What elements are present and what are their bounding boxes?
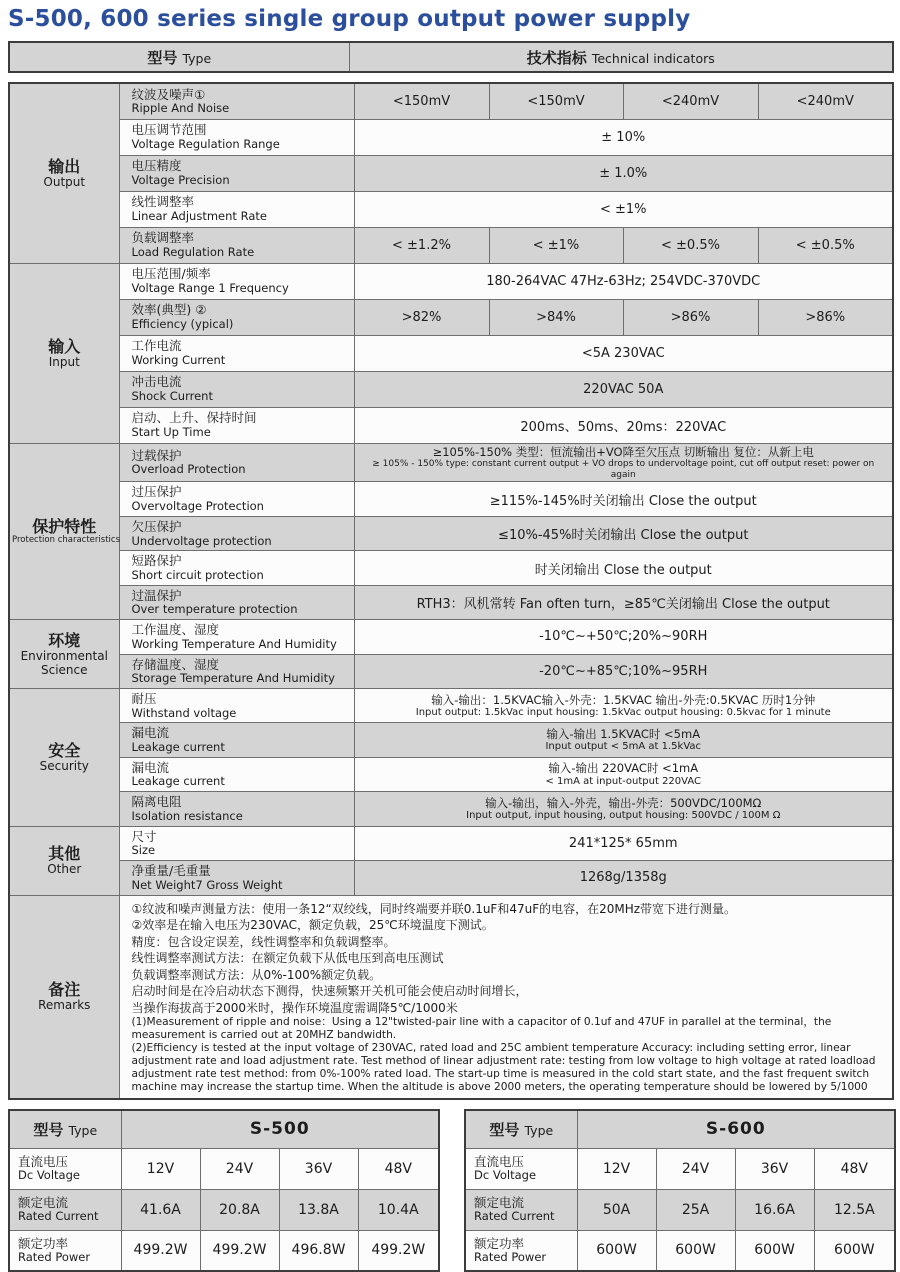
- label-en: Short circuit protection: [131, 567, 264, 582]
- remarks-line: 当操作海拔高于2000米时，操作环境温度需调降5℃/1000米: [131, 1000, 458, 1015]
- label-zh: 直流电压: [474, 1153, 525, 1169]
- spec-value: 180-264VAC 47Hz-63Hz; 254VDC-370VDC: [354, 263, 893, 299]
- category-input-zh: 输入: [48, 336, 81, 356]
- spec-label-overtemp: [119, 585, 354, 619]
- value-line-zh: ≥105%-150% 类型：恒流输出+VO降至欠压点 切断输出 复位：从新上电: [432, 444, 814, 459]
- category-cell-security: [9, 689, 119, 827]
- spec-label-worktemp: [119, 620, 354, 654]
- spec-row-remarks: [9, 895, 893, 1099]
- spec-value: 220VAC 50A: [354, 371, 893, 407]
- spec-value: <240mV: [758, 83, 893, 119]
- category-security-zh: 安全: [48, 740, 81, 760]
- label-zh: 漏电流: [131, 759, 170, 775]
- spec-row-weight: [9, 861, 893, 895]
- spec-value: <150mV: [354, 83, 489, 119]
- label-zh: 额定电流: [18, 1194, 69, 1210]
- model-tables: [8, 1109, 892, 1272]
- spec-value: ≤10%-45%时关闭输出 Close the output: [354, 516, 893, 550]
- model-value: 600W: [814, 1230, 895, 1271]
- spec-label-loadreg: [119, 227, 354, 263]
- spec-value: ± 10%: [354, 119, 893, 155]
- label-zh: 过载保护: [131, 447, 182, 463]
- model-value: 496.8W: [279, 1230, 358, 1271]
- label-en: Undervoltage protection: [131, 533, 272, 548]
- label-en: Working Temperature And Humidity: [131, 636, 337, 651]
- spec-label-isolation: [119, 792, 354, 826]
- label-zh: 过压保护: [131, 484, 182, 500]
- label-en: Shock Current: [131, 388, 213, 403]
- model-value: 48V: [814, 1148, 895, 1189]
- header-type-en: Type: [182, 50, 212, 66]
- header-tech-en: Technical indicators: [591, 50, 715, 66]
- header-table: [8, 41, 894, 73]
- header-tech-zh: 技术指标: [526, 48, 587, 67]
- spec-row-overtemp: [9, 585, 893, 619]
- spec-label-overload: [119, 443, 354, 482]
- category-other-zh: 其他: [48, 844, 81, 864]
- category-cell-input: [9, 263, 119, 443]
- spec-row-overvolt: [9, 482, 893, 516]
- category-protection-en: Protection characteristics: [12, 535, 120, 546]
- label-en: Voltage Regulation Range: [131, 136, 280, 151]
- spec-row-workcur: [9, 335, 893, 371]
- spec-row-eff: [9, 299, 893, 335]
- spec-value: [354, 757, 893, 791]
- value-line-zh: 输入-输出 220VAC时 <1mA: [548, 761, 699, 776]
- model-value: 12V: [121, 1148, 200, 1189]
- spec-value: >86%: [758, 299, 893, 335]
- model-name: S-500: [121, 1110, 439, 1148]
- label-en: Dc Voltage: [18, 1168, 80, 1183]
- spec-label-size: [119, 826, 354, 860]
- spec-value: >84%: [489, 299, 623, 335]
- label-zh: 电压精度: [131, 158, 182, 174]
- label-zh: 额定电流: [474, 1194, 525, 1210]
- spec-value: < ±1.2%: [354, 227, 489, 263]
- spec-row-leak2: [9, 757, 893, 791]
- label-en: Ripple And Noise: [131, 101, 230, 116]
- remarks-content: [119, 895, 893, 1099]
- label-zh: 净重量/毛重量: [131, 863, 211, 879]
- spec-row-worktemp: [9, 620, 893, 654]
- label-zh: 耐压: [131, 691, 157, 706]
- category-security-en: Security: [39, 759, 89, 774]
- spec-value: ± 1.0%: [354, 155, 893, 191]
- model-name: S-600: [577, 1110, 895, 1148]
- model-value: 24V: [200, 1148, 279, 1189]
- remarks-line: ①纹波和噪声测量方法：使用一条12“双绞线，同时终端要并联0.1uF和47uF的电容，在20MHz带宽下进行测量。: [131, 901, 737, 916]
- spec-value: <150mV: [489, 83, 623, 119]
- label-en: Voltage Precision: [131, 172, 230, 187]
- spec-label-vreg: [119, 119, 354, 155]
- spec-value: [354, 792, 893, 826]
- model-label-current: [9, 1189, 121, 1230]
- spec-value: < ±1%: [354, 191, 893, 227]
- category-output-zh: 输出: [48, 156, 81, 176]
- model-type-zh: 型号: [489, 1120, 520, 1139]
- spec-label-shock: [119, 371, 354, 407]
- category-cell-other: [9, 826, 119, 895]
- label-zh: 欠压保护: [131, 518, 182, 534]
- label-en: Start Up Time: [131, 424, 211, 439]
- header-row: [9, 42, 893, 72]
- spec-row-size: [9, 826, 893, 860]
- spec-value: RTH3：风机常转 Fan often turn，≥85℃关闭输出 Close the output: [354, 585, 893, 619]
- model-value: 499.2W: [121, 1230, 200, 1271]
- label-en: Size: [131, 843, 156, 858]
- model-value: 13.8A: [279, 1189, 358, 1230]
- value-line-en: < 1mA at input-output 220VAC: [545, 775, 702, 787]
- spec-value: < ±0.5%: [758, 227, 893, 263]
- category-output-en: Output: [43, 174, 86, 189]
- spec-label-leak2: [119, 757, 354, 791]
- spec-row-shortcircuit: [9, 551, 893, 585]
- model-label-power: [9, 1230, 121, 1271]
- spec-label-workcur: [119, 335, 354, 371]
- label-zh: 纹波及噪声①: [131, 86, 206, 102]
- spec-value: <240mV: [623, 83, 758, 119]
- label-en: Net Weight7 Gross Weight: [131, 877, 283, 892]
- label-en: Efficiency (ypical): [131, 316, 234, 331]
- spec-label-withstand: [119, 689, 354, 723]
- spec-value: ≥115%-145%时关闭输出 Close the output: [354, 482, 893, 516]
- model-value: 36V: [735, 1148, 814, 1189]
- label-en: Withstand voltage: [131, 705, 237, 720]
- model-value: 12V: [577, 1148, 656, 1189]
- model-value: 16.6A: [735, 1189, 814, 1230]
- model-value: 24V: [656, 1148, 735, 1189]
- model-value: 600W: [656, 1230, 735, 1271]
- spec-row-overload: [9, 443, 893, 482]
- value-line-en: ≥ 105% - 150% type: constant current output + VO drops to undervoltage point, cut off output reset: power on again: [372, 458, 875, 480]
- spec-label-vprec: [119, 155, 354, 191]
- label-zh: 线性调整率: [131, 194, 195, 210]
- model-value: 20.8A: [200, 1189, 279, 1230]
- spec-label-linadj: [119, 191, 354, 227]
- spec-value: [354, 723, 893, 757]
- category-environment-zh: 环境: [48, 630, 81, 650]
- spec-row-withstand: [9, 689, 893, 723]
- label-en: Linear Adjustment Rate: [131, 208, 267, 223]
- spec-label-overvolt: [119, 482, 354, 516]
- value-line-en: Input output: 1.5kVac input housing: 1.5kVac output housing: 0.5kvac for 1 minute: [415, 706, 831, 718]
- model-type-cell: [465, 1110, 577, 1148]
- model-table-s600: [464, 1109, 896, 1272]
- category-cell-output: [9, 83, 119, 263]
- remarks-line: ②效率是在输入电压为230VAC，额定负载，25℃环境温度下测试。: [131, 918, 494, 933]
- spec-label-undervolt: [119, 516, 354, 550]
- spec-row-linadj: [9, 191, 893, 227]
- spec-row-vreg: [9, 119, 893, 155]
- model-value: 499.2W: [200, 1230, 279, 1271]
- model-value: 12.5A: [814, 1189, 895, 1230]
- model-header-row: [465, 1110, 895, 1148]
- label-en: Over temperature protection: [131, 602, 298, 617]
- model-type-en: Type: [524, 1122, 554, 1138]
- remarks-line: 启动时间是在冷启动状态下测得，快速频繁开关机可能会使启动时间增长，: [131, 984, 528, 999]
- spec-value: 时关闭输出 Close the output: [354, 551, 893, 585]
- spec-label-weight: [119, 861, 354, 895]
- label-en: Leakage current: [131, 774, 225, 789]
- spec-row-vrange: [9, 263, 893, 299]
- category-other-en: Other: [47, 862, 82, 877]
- spec-value: 200ms、50ms、20ms：220VAC: [354, 407, 893, 443]
- spec-label-eff: [119, 299, 354, 335]
- spec-value: -10℃~+50℃;20%~90RH: [354, 620, 893, 654]
- model-value: 48V: [358, 1148, 439, 1189]
- label-zh: 过温保护: [131, 587, 182, 603]
- model-label-current: [465, 1189, 577, 1230]
- header-tech-cell: [349, 42, 893, 72]
- spec-label-storetemp: [119, 654, 354, 688]
- spec-row-undervolt: [9, 516, 893, 550]
- remarks-line: 线性调整率测试方法：在额定负载下从低电压到高电压测试: [131, 951, 444, 966]
- remarks-line-en: (1)Measurement of ripple and noise：Using a 12"twisted-pair line with a capacitor of 0.1uf and 47UF in parallel at the terminal，the measurement is carried out at 20MHZ bandwidth.: [131, 1016, 832, 1042]
- category-cell-protection: [9, 443, 119, 620]
- label-zh: 额定功率: [18, 1235, 69, 1251]
- model-value: 600W: [577, 1230, 656, 1271]
- category-cell-environment: [9, 620, 119, 689]
- label-zh: 短路保护: [131, 553, 182, 569]
- value-line-en: Input output, input housing, output housing: 500VDC / 100M Ω: [466, 810, 781, 822]
- label-zh: 存储温度、湿度: [131, 656, 220, 672]
- category-remarks-en: Remarks: [38, 998, 91, 1013]
- model-row-power: [465, 1230, 895, 1271]
- label-en: Voltage Range 1 Frequency: [131, 280, 289, 295]
- page-title: S-500, 600 series single group output power supply: [8, 6, 691, 32]
- value-line-zh: 输入-输出：1.5KVAC输入-外壳：1.5KVAC 输出-外壳:0.5KVAC 历时1分钟: [431, 692, 816, 707]
- model-header-row: [9, 1110, 439, 1148]
- spec-row-startup: [9, 407, 893, 443]
- spec-value: <5A 230VAC: [354, 335, 893, 371]
- spec-label-startup: [119, 407, 354, 443]
- label-zh: 启动、上升、保持时间: [131, 410, 257, 426]
- spec-value: [354, 443, 893, 482]
- remarks-line-en: (2)Efficiency is tested at the input voltage of 230VAC, rated load and 25C ambient temperature Accuracy: including setting error, linear adjustment rate and load adjustment rate. Test method of linear adjustment rate: testing from low voltage to high voltage at rated loadload adjustment rate test method: from 0%-100% rated load. The start-up time is measured in the cold start state, and the fast frequent switch machine may increase the startup time. When the altitude is above 2000 meters, the operating temperature should be lowered by 5/1000: [131, 1042, 876, 1094]
- label-en: Working Current: [131, 352, 226, 367]
- spec-value: >82%: [354, 299, 489, 335]
- model-type-zh: 型号: [33, 1120, 64, 1139]
- category-environment-en: Environmental Science: [20, 648, 108, 677]
- model-row-current: [9, 1189, 439, 1230]
- model-table-s500: [8, 1109, 440, 1272]
- spec-label-shortcircuit: [119, 551, 354, 585]
- model-value: 50A: [577, 1189, 656, 1230]
- label-en: Overload Protection: [131, 462, 246, 477]
- spec-value: 241*125* 65mm: [354, 826, 893, 860]
- spec-value: < ±1%: [489, 227, 623, 263]
- spec-label-ripple: [119, 83, 354, 119]
- label-zh: 隔离电阻: [131, 794, 182, 810]
- model-value: 36V: [279, 1148, 358, 1189]
- label-en: Rated Power: [474, 1250, 547, 1265]
- remarks-line: 负载调整率测试方法：从0%-100%额定负载。: [131, 967, 382, 982]
- category-input-en: Input: [48, 354, 80, 369]
- label-zh: 直流电压: [18, 1153, 69, 1169]
- spec-value: [354, 689, 893, 723]
- header-type-zh: 型号: [147, 48, 178, 67]
- model-row-power: [9, 1230, 439, 1271]
- model-value: 41.6A: [121, 1189, 200, 1230]
- model-type-cell: [9, 1110, 121, 1148]
- spec-value: < ±0.5%: [623, 227, 758, 263]
- label-zh: 负载调整率: [131, 230, 195, 246]
- spec-row-storetemp: [9, 654, 893, 688]
- spec-row-loadreg: [9, 227, 893, 263]
- spec-row-vprec: [9, 155, 893, 191]
- model-value: 25A: [656, 1189, 735, 1230]
- label-en: Leakage current: [131, 740, 225, 755]
- label-zh: 漏电流: [131, 725, 170, 741]
- label-en: Rated Current: [18, 1209, 99, 1224]
- category-cell-remarks: [9, 895, 119, 1099]
- value-line-en: Input output < 5mA at 1.5kVac: [545, 741, 702, 753]
- label-en: Load Regulation Rate: [131, 244, 255, 259]
- spec-row-leak1: [9, 723, 893, 757]
- label-en: Dc Voltage: [474, 1168, 537, 1183]
- category-protection-zh: 保护特性: [32, 516, 97, 536]
- model-value: 600W: [735, 1230, 814, 1271]
- model-row-current: [465, 1189, 895, 1230]
- spec-label-leak1: [119, 723, 354, 757]
- spec-row-isolation: [9, 792, 893, 826]
- spec-table: [8, 82, 894, 1100]
- category-remarks-zh: 备注: [48, 980, 81, 1000]
- label-en: Overvoltage Protection: [131, 499, 264, 514]
- spec-value: >86%: [623, 299, 758, 335]
- spec-value: -20℃~+85℃;10%~95RH: [354, 654, 893, 688]
- label-zh: 电压范围/频率: [131, 266, 211, 282]
- label-en: Isolation resistance: [131, 808, 243, 823]
- label-zh: 额定功率: [474, 1235, 525, 1251]
- label-zh: 工作电流: [131, 338, 182, 354]
- label-zh: 尺寸: [131, 828, 157, 844]
- model-row-voltage: [9, 1148, 439, 1189]
- label-en: Rated Current: [474, 1209, 555, 1224]
- spec-value: 1268g/1358g: [354, 861, 893, 895]
- value-line-zh: 输入-输出 1.5KVAC时 <5mA: [546, 726, 701, 741]
- label-zh: 工作温度、湿度: [131, 622, 220, 638]
- model-type-en: Type: [68, 1122, 98, 1138]
- label-en: Storage Temperature And Humidity: [131, 671, 335, 686]
- model-label-voltage: [465, 1148, 577, 1189]
- header-type-cell: [9, 42, 349, 72]
- model-value: 10.4A: [358, 1189, 439, 1230]
- label-zh: 电压调节范围: [131, 122, 207, 138]
- spec-row-shock: [9, 371, 893, 407]
- label-zh: 效率(典型) ②: [131, 302, 207, 318]
- model-label-voltage: [9, 1148, 121, 1189]
- label-zh: 冲击电流: [131, 374, 182, 390]
- remarks-line: 精度：包含设定误差，线性调整率和负载调整率。: [131, 934, 396, 949]
- spec-row-ripple: [9, 83, 893, 119]
- label-en: Rated Power: [18, 1250, 91, 1265]
- spec-label-vrange: [119, 263, 354, 299]
- model-label-power: [465, 1230, 577, 1271]
- model-row-voltage: [465, 1148, 895, 1189]
- value-line-zh: 输入-输出，输入-外壳，输出-外壳：500VDC/100MΩ: [485, 795, 762, 810]
- model-value: 499.2W: [358, 1230, 439, 1271]
